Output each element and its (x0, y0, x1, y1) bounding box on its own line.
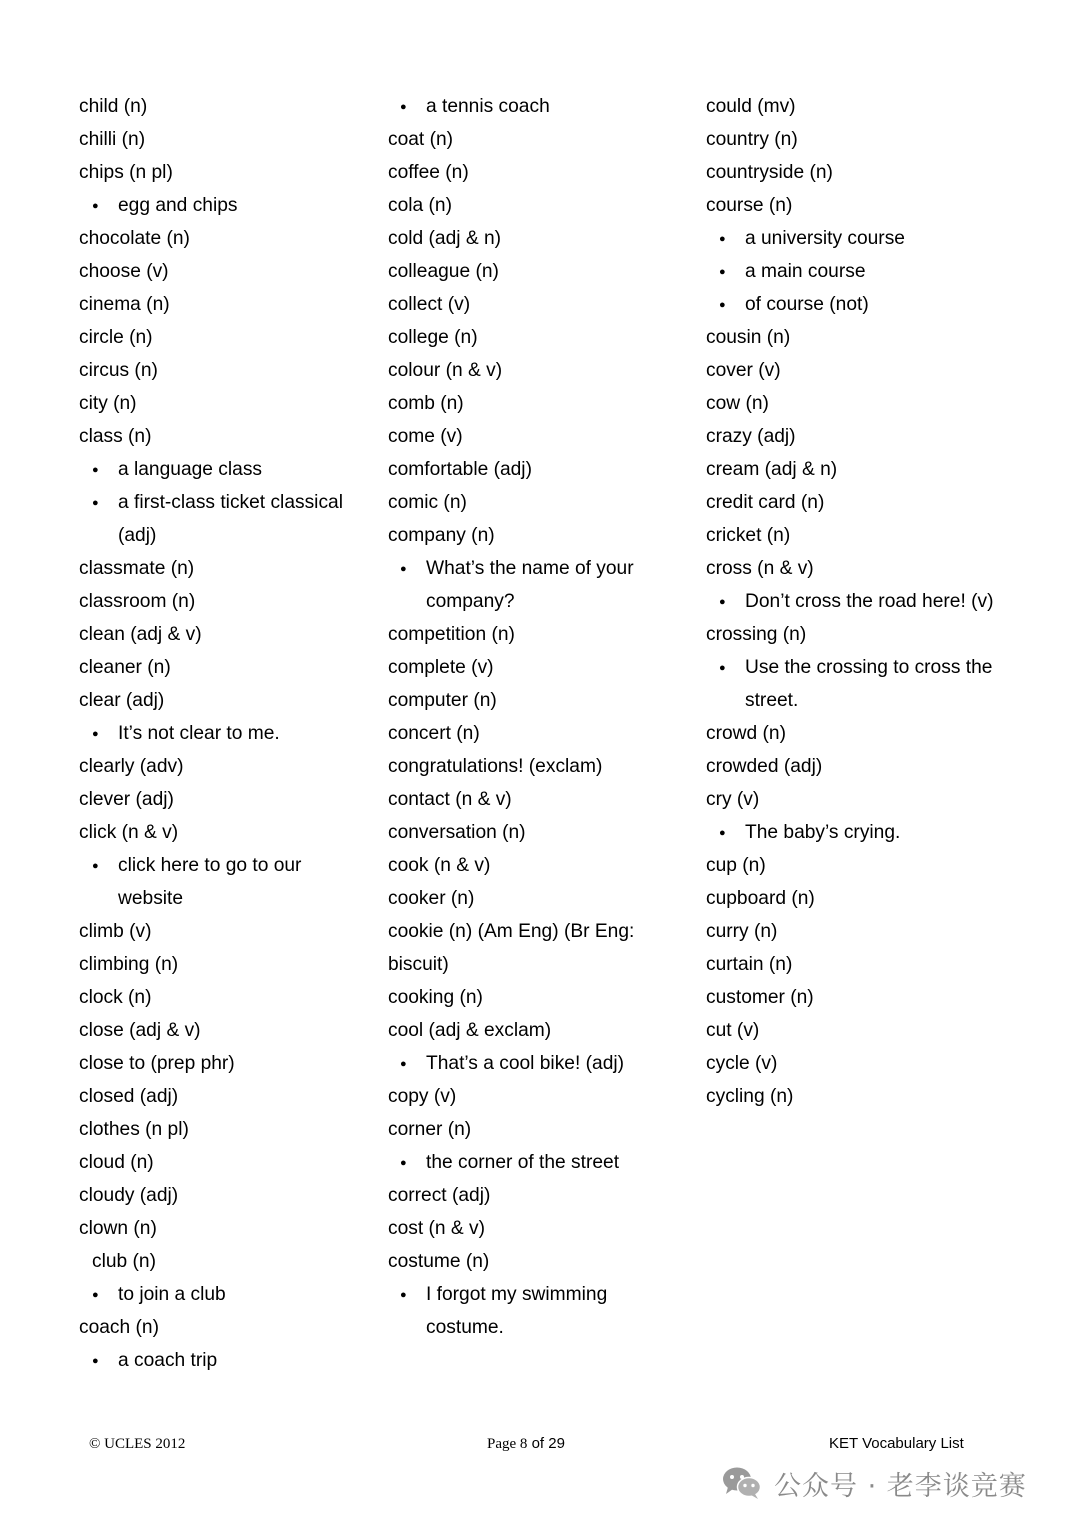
vocab-entry: clothes (n pl) (79, 1119, 189, 1140)
vocab-entry: copy (v) (388, 1086, 457, 1107)
vocab-entry: computer (n) (388, 690, 497, 711)
vocab-entry: cycle (v) (706, 1053, 778, 1074)
vocab-entry: course (n) (706, 195, 793, 216)
vocab-example-text: a first-class ticket classical (118, 492, 343, 513)
vocab-example-continuation: costume. (426, 1317, 504, 1338)
vocab-example-bullet (388, 1278, 688, 1311)
bullet-icon: ● (92, 860, 99, 872)
vocab-entry: cool (adj & exclam) (388, 1020, 552, 1041)
vocab-example-bullet (79, 1344, 369, 1377)
footer-document-title: KET Vocabulary List (829, 1435, 964, 1452)
vocab-example-text: the corner of the street (426, 1152, 620, 1173)
bullet-icon: ● (92, 728, 99, 740)
vocab-entry: clown (n) (79, 1218, 157, 1239)
vocab-example-continuation: (adj) (118, 525, 157, 546)
bullet-icon: ● (400, 1289, 407, 1301)
vocab-entry: clear (adj) (79, 690, 165, 711)
wechat-icon (722, 1466, 762, 1500)
vocab-entry: cow (n) (706, 393, 769, 414)
vocab-example-bullet (388, 90, 688, 123)
vocab-entry: classroom (n) (79, 591, 196, 612)
vocab-entry: cookie (n) (Am Eng) (Br Eng: (388, 921, 635, 942)
vocab-entry: crowd (n) (706, 723, 786, 744)
vocab-entry: climb (v) (79, 921, 152, 942)
vocab-example-text: egg and chips (118, 195, 238, 216)
vocab-entry: cold (adj & n) (388, 228, 502, 249)
vocab-entry: circle (n) (79, 327, 153, 348)
vocab-entry: cut (v) (706, 1020, 760, 1041)
vocab-example-text: a coach trip (118, 1350, 218, 1371)
vocab-example-text: Use the crossing to cross the (745, 657, 993, 678)
bullet-icon: ● (400, 1058, 407, 1070)
footer-copyright: © UCLES 2012 (89, 1436, 186, 1452)
vocab-entry: cola (n) (388, 195, 452, 216)
vocab-entry: cream (adj & n) (706, 459, 838, 480)
vocab-example-bullet (706, 585, 1026, 618)
vocab-entry: closed (adj) (79, 1086, 179, 1107)
vocab-entry: curtain (n) (706, 954, 793, 975)
vocab-example-bullet (79, 486, 369, 519)
vocab-entry: comic (n) (388, 492, 467, 513)
vocab-example-bullet (706, 255, 1026, 288)
vocab-entry: circus (n) (79, 360, 158, 381)
vocab-example-bullet (388, 1146, 688, 1179)
vocab-entry: cooker (n) (388, 888, 475, 909)
vocab-example-bullet (706, 222, 1026, 255)
vocab-column-3 (706, 90, 1026, 1113)
vocab-entry: click (n & v) (79, 822, 179, 843)
vocab-entry: clearly (adv) (79, 756, 184, 777)
vocab-entry: chilli (n) (79, 129, 146, 150)
vocab-entry: crazy (adj) (706, 426, 796, 447)
vocab-entry: competition (n) (388, 624, 515, 645)
vocab-example-bullet (706, 651, 1026, 684)
vocab-example-bullet (79, 1278, 369, 1311)
vocab-entry: choose (v) (79, 261, 169, 282)
vocab-entry: cup (n) (706, 855, 766, 876)
vocab-column-1 (79, 90, 369, 1377)
vocab-entry: credit card (n) (706, 492, 825, 513)
bullet-icon: ● (400, 101, 407, 113)
vocab-entry: conversation (n) (388, 822, 526, 843)
bullet-icon: ● (719, 299, 726, 311)
vocab-entry: club (n) (92, 1251, 156, 1272)
vocab-example-text: a university course (745, 228, 905, 249)
vocab-entry: curry (n) (706, 921, 778, 942)
vocab-example-bullet (79, 717, 369, 750)
vocab-entry: class (n) (79, 426, 152, 447)
vocab-example-bullet (79, 849, 369, 882)
vocab-entry: collect (v) (388, 294, 471, 315)
vocab-example-continuation: street. (745, 690, 799, 711)
vocab-example-text: a tennis coach (426, 96, 550, 117)
bullet-icon: ● (400, 1157, 407, 1169)
footer-page-total: of 29 (527, 1435, 565, 1452)
vocab-column-2 (388, 90, 688, 1344)
vocab-entry: congratulations! (exclam) (388, 756, 603, 777)
bullet-icon: ● (719, 827, 726, 839)
vocab-example-bullet (388, 552, 688, 585)
vocab-example-text: I forgot my swimming (426, 1284, 608, 1305)
vocab-example-text: to join a club (118, 1284, 226, 1305)
vocab-entry: coach (n) (79, 1317, 159, 1338)
vocab-entry: close (adj & v) (79, 1020, 201, 1041)
vocab-entry: clock (n) (79, 987, 152, 1008)
vocab-entry: classmate (n) (79, 558, 195, 579)
vocab-entry: colour (n & v) (388, 360, 503, 381)
vocab-entry: colleague (n) (388, 261, 499, 282)
bullet-icon: ● (719, 233, 726, 245)
vocab-entry: company (n) (388, 525, 495, 546)
vocab-example-text: The baby’s crying. (745, 822, 901, 843)
vocab-entry: complete (v) (388, 657, 494, 678)
vocab-entry: crossing (n) (706, 624, 807, 645)
vocab-example-text: What’s the name of your (426, 558, 634, 579)
bullet-icon: ● (719, 596, 726, 608)
vocab-entry: cover (v) (706, 360, 781, 381)
bullet-icon: ● (719, 266, 726, 278)
vocab-entry: contact (n & v) (388, 789, 512, 810)
bullet-icon: ● (400, 563, 407, 575)
bullet-icon: ● (719, 662, 726, 674)
vocab-entry: chocolate (n) (79, 228, 190, 249)
vocab-entry: customer (n) (706, 987, 814, 1008)
vocab-example-bullet (79, 189, 369, 222)
vocab-example-text: of course (not) (745, 294, 869, 315)
vocab-entry: cousin (n) (706, 327, 791, 348)
vocab-entry: city (n) (79, 393, 137, 414)
vocab-example-continuation: website (118, 888, 184, 909)
vocab-entry: country (n) (706, 129, 798, 150)
vocab-entry: close to (prep phr) (79, 1053, 235, 1074)
vocab-entry: crowded (adj) (706, 756, 823, 777)
vocab-entry: cricket (n) (706, 525, 791, 546)
vocab-entry: cook (n & v) (388, 855, 491, 876)
vocab-entry: correct (adj) (388, 1185, 491, 1206)
vocab-entry: coffee (n) (388, 162, 469, 183)
vocab-entry: cooking (n) (388, 987, 483, 1008)
vocab-entry: clever (adj) (79, 789, 174, 810)
vocab-entry: clean (adj & v) (79, 624, 202, 645)
bullet-icon: ● (92, 200, 99, 212)
vocab-example-text: Don’t cross the road here! (v) (745, 591, 994, 612)
bullet-icon: ● (92, 1355, 99, 1367)
vocab-entry: cinema (n) (79, 294, 170, 315)
bullet-icon: ● (92, 497, 99, 509)
vocab-entry: countryside (n) (706, 162, 833, 183)
vocab-example-bullet (79, 453, 369, 486)
vocab-entry: cleaner (n) (79, 657, 171, 678)
vocab-entry: come (v) (388, 426, 463, 447)
vocab-entry: cloud (n) (79, 1152, 154, 1173)
vocab-entry: coat (n) (388, 129, 454, 150)
vocab-entry: college (n) (388, 327, 478, 348)
footer-page-word: Page 8 (487, 1436, 528, 1452)
vocab-entry: cupboard (n) (706, 888, 815, 909)
vocab-example-bullet (706, 288, 1026, 321)
watermark-text: 公众号 · 老李谈竞赛 (774, 1470, 1027, 1502)
vocab-example-text: That’s a cool bike! (adj) (426, 1053, 625, 1074)
vocab-example-text: click here to go to our (118, 855, 302, 876)
vocab-entry: concert (n) (388, 723, 480, 744)
bullet-icon: ● (92, 464, 99, 476)
vocab-example-bullet (706, 816, 1026, 849)
vocab-entry: could (mv) (706, 96, 796, 117)
vocab-entry: climbing (n) (79, 954, 179, 975)
vocab-entry: corner (n) (388, 1119, 472, 1140)
vocab-entry: cost (n & v) (388, 1218, 486, 1239)
vocab-example-text: a language class (118, 459, 263, 480)
footer-page-number (487, 1434, 565, 1454)
vocab-example-text: It’s not clear to me. (118, 723, 280, 744)
vocab-entry: biscuit) (388, 954, 449, 975)
vocab-entry: costume (n) (388, 1251, 490, 1272)
vocab-entry: chips (n pl) (79, 162, 173, 183)
vocab-entry: cloudy (adj) (79, 1185, 179, 1206)
vocab-entry: comb (n) (388, 393, 464, 414)
vocab-example-text: a main course (745, 261, 866, 282)
vocab-entry: child (n) (79, 96, 148, 117)
vocab-example-bullet (388, 1047, 688, 1080)
vocab-example-continuation: company? (426, 591, 515, 612)
bullet-icon: ● (92, 1289, 99, 1301)
vocab-entry: cross (n & v) (706, 558, 814, 579)
watermark (722, 1462, 1027, 1504)
vocab-entry: cycling (n) (706, 1086, 794, 1107)
vocab-entry: comfortable (adj) (388, 459, 532, 480)
vocab-entry: cry (v) (706, 789, 760, 810)
